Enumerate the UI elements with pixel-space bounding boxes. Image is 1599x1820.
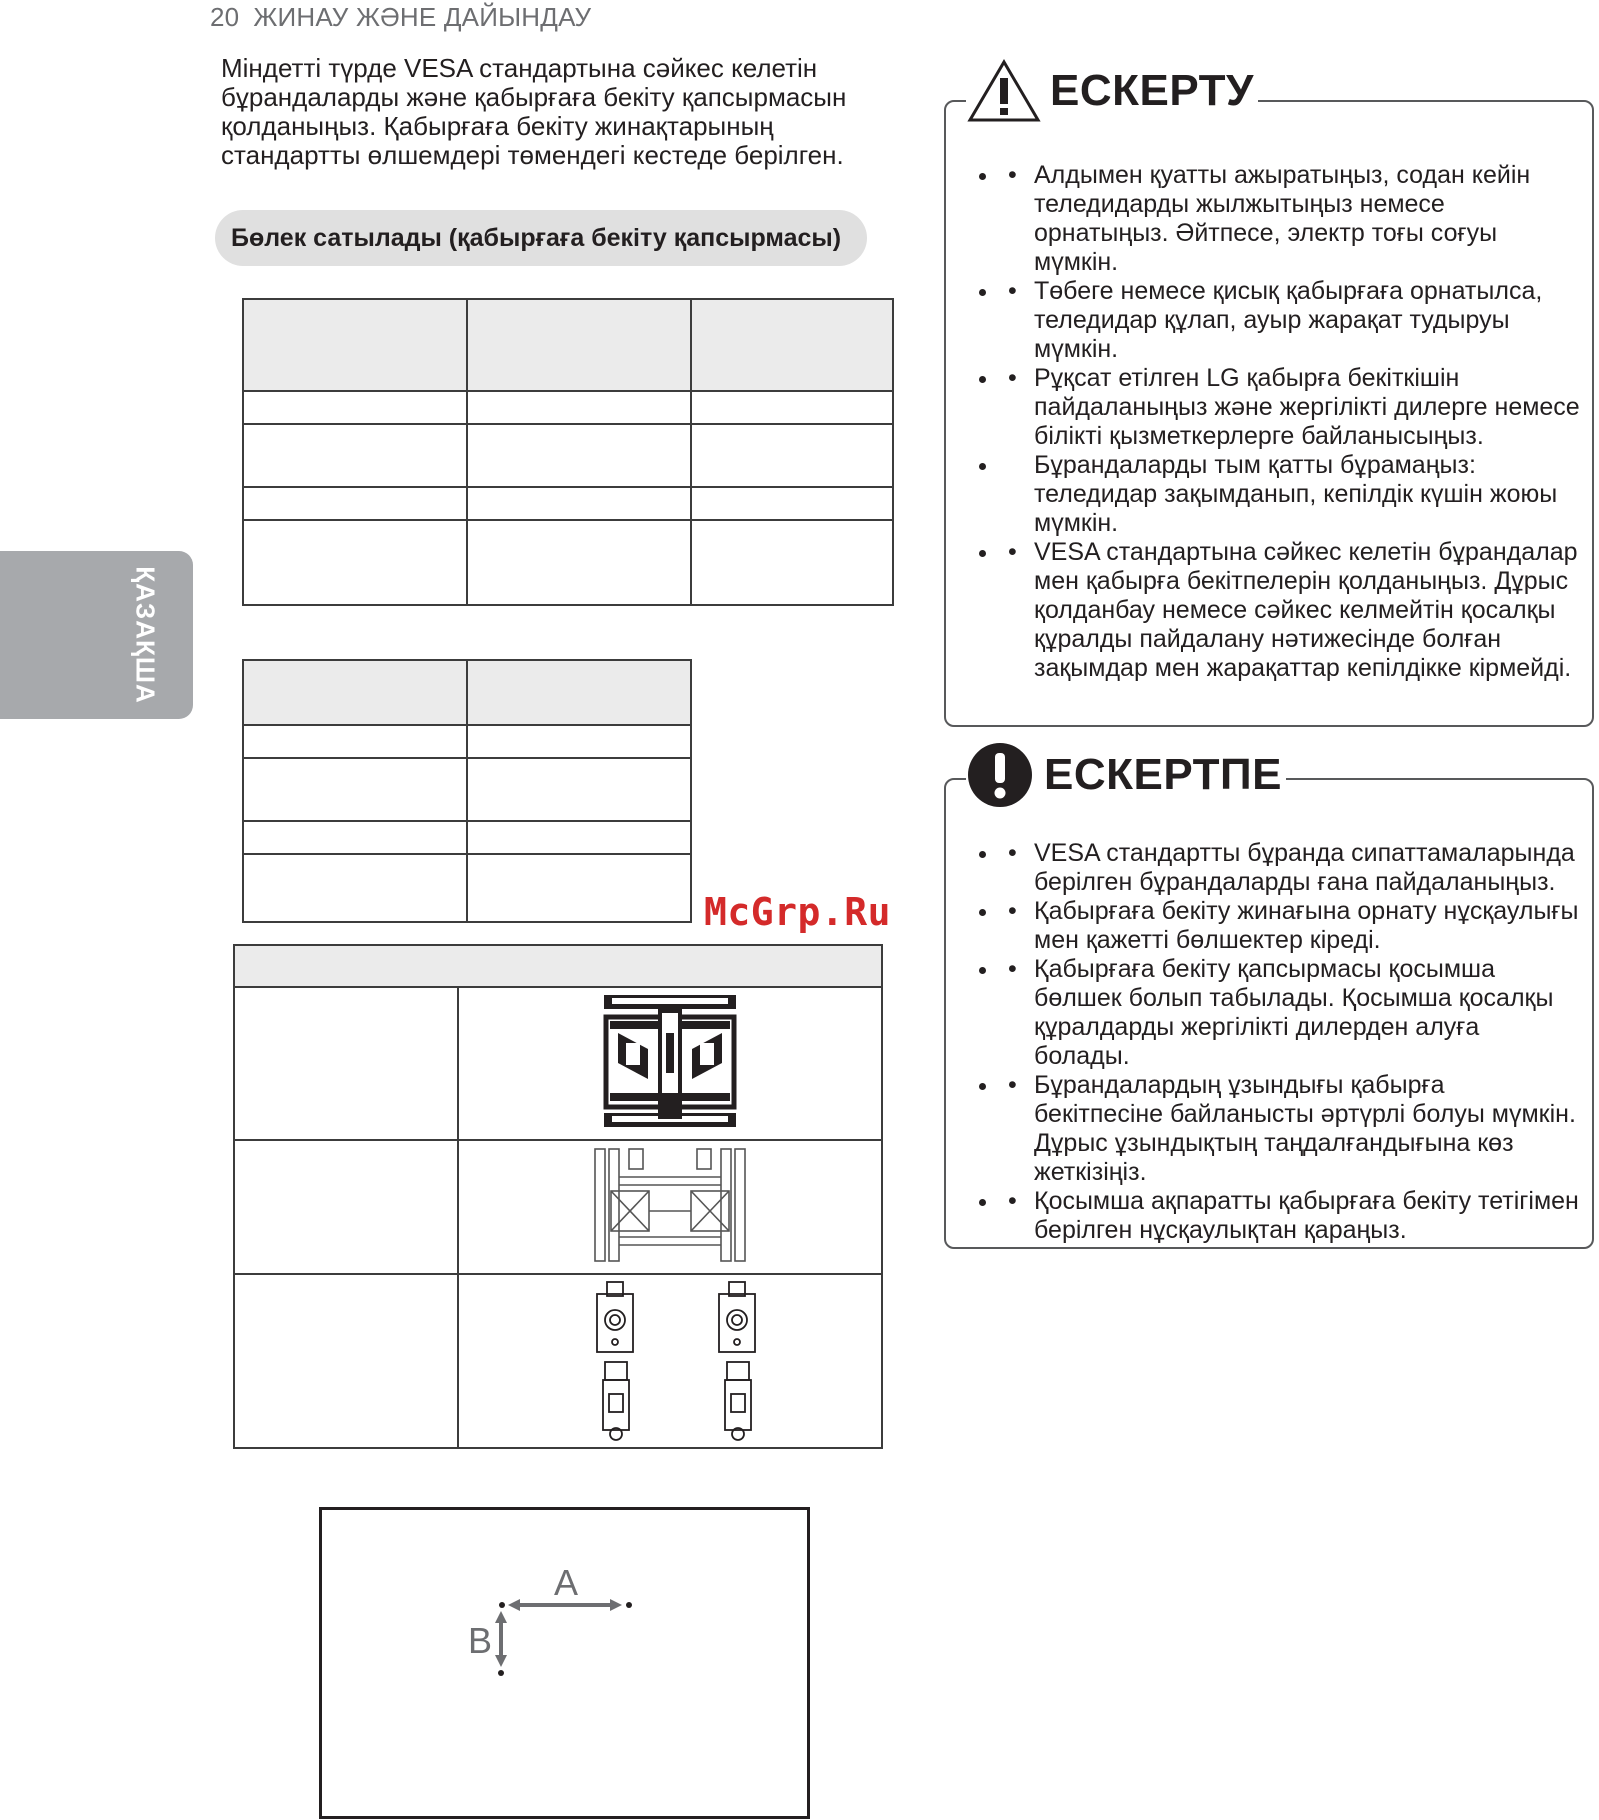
table-cell [458, 987, 882, 1140]
intro-paragraph: Міндетті түрде VESA стандартына сәйкес келетін бұрандаларды және қабырғаға бекіту қапсырмасын қолданыңыз. Қабырғаға бекіту жинақтарының стандартты өлшемдері төмендегі кестеде берілген. [221, 53, 847, 170]
table-cell [243, 487, 467, 520]
table-cell [458, 1274, 882, 1448]
table-cell [243, 821, 467, 854]
table-cell [234, 987, 458, 1140]
list-item: • • Қабырғаға бекіту жинағына орнату нұсқаулығы мен қажетті бөлшектер кіреді. [1000, 897, 1580, 955]
table-cell [691, 424, 893, 487]
table-cell [243, 391, 467, 424]
language-tab [0, 551, 193, 719]
table-cell [467, 424, 691, 487]
list-item: • • Қосымша ақпаратты қабырғаға бекіту тетігімен берілген нұсқаулықтан қараңыз. [1000, 1187, 1580, 1245]
table-cell [691, 520, 893, 605]
list-item-continuation: • Бұрандаларды тым қатты бұрамаңыз: теледидар зақымданып, кепілдік күшін жоюы мүмкін. [1000, 451, 1580, 538]
table-cell [243, 725, 467, 758]
spec-table-1 [242, 298, 894, 606]
wall-bracket-image-2 [585, 1145, 755, 1265]
page-number: 20 [210, 2, 240, 32]
list-item: • • VESA стандартты бұранда сипаттамаларында берілген бұрандаларды ғана пайдаланыңыз. [1000, 839, 1580, 897]
table-cell [234, 1140, 458, 1274]
table-cell [691, 391, 893, 424]
sold-separately-heading: Бөлек сатылады (қабырғаға бекіту қапсырмасы) [215, 210, 867, 266]
list-item: • • Алдымен қуатты ажыратыңыз, содан кейін теледидарды жылжытыңыз немесе орнатыңыз. Әйтпесе, электр тоғы соғуы мүмкін. [1000, 161, 1580, 277]
table-cell [467, 660, 691, 725]
table-cell [243, 660, 467, 725]
language-tab-label: ҚАЗАҚША [130, 566, 161, 704]
watermark: McGrp.Ru [704, 890, 892, 934]
table-cell [467, 821, 691, 854]
note-title-row [966, 740, 1286, 810]
vesa-dimension-arrows [322, 1510, 807, 1816]
vesa-diagram [319, 1507, 810, 1819]
table-cell [243, 520, 467, 605]
table-cell [234, 1274, 458, 1448]
section-title: ЖИНАУ ЖӘНЕ ДАЙЫНДАУ [253, 2, 592, 32]
warning-triangle-icon [966, 58, 1042, 124]
bracket-table [233, 944, 883, 1449]
list-item: • • Рұқсат етілген LG қабырға бекіткішін пайдаланыңыз және жергілікті дилерге немесе білікті қызметкерлерге байланысыңыз. [1000, 364, 1580, 451]
table-cell [243, 424, 467, 487]
dimension-label-a: A [554, 1562, 579, 1603]
list-item: • • Бұрандалардың ұзындығы қабырға бекітпесіне байланысты әртүрлі болуы мүмкін. Дұрыс ұзындықтың таңдалғандығына көз жеткізіңіз. [1000, 1071, 1580, 1187]
table-cell [691, 299, 893, 391]
warning-title: ЕСКЕРТУ [1050, 66, 1254, 115]
page-header [210, 2, 591, 33]
warning-content [960, 145, 1580, 699]
table-cell [467, 487, 691, 520]
table-cell [691, 487, 893, 520]
table-cell [467, 725, 691, 758]
wall-bracket-image-1 [600, 993, 740, 1129]
table-cell [467, 758, 691, 821]
list-item: • • Төбеге немесе қисық қабырғаға орнатылса, теледидар құлап, ауыр жарақат тудыруы мүмкін. [1000, 277, 1580, 364]
note-title: ЕСКЕРТПЕ [1044, 750, 1282, 799]
table-cell [458, 1140, 882, 1274]
table-cell [467, 391, 691, 424]
dimension-label-b: B [468, 1620, 493, 1661]
table-cell [243, 854, 467, 922]
table-cell [243, 299, 467, 391]
list-item: • • Қабырғаға бекіту қапсырмасы қосымша бөлшек болып табылады. Қосымша қосалқы құралдарды жергілікті дилерден алуға болады. [1000, 955, 1580, 1071]
warning-title-row [966, 56, 1258, 126]
spec-table-2 [242, 659, 692, 923]
wall-bracket-image-3 [459, 1276, 883, 1446]
exclamation-circle-icon [966, 741, 1034, 809]
note-content [960, 823, 1580, 1261]
table-header-cell [234, 945, 882, 987]
table-cell [243, 758, 467, 821]
list-item: • • VESA стандартына сәйкес келетін бұрандалар мен қабырға бекітпелерін қолданыңыз. Дұрыс қолданбау немесе сәйкес келмейтін қосалқы құралды пайдалану нәтижесінде болған зақымдар мен жарақаттар кепілдікке кірмейді. [1000, 538, 1580, 683]
table-cell [467, 299, 691, 391]
table-cell [467, 520, 691, 605]
table-cell [467, 854, 691, 922]
